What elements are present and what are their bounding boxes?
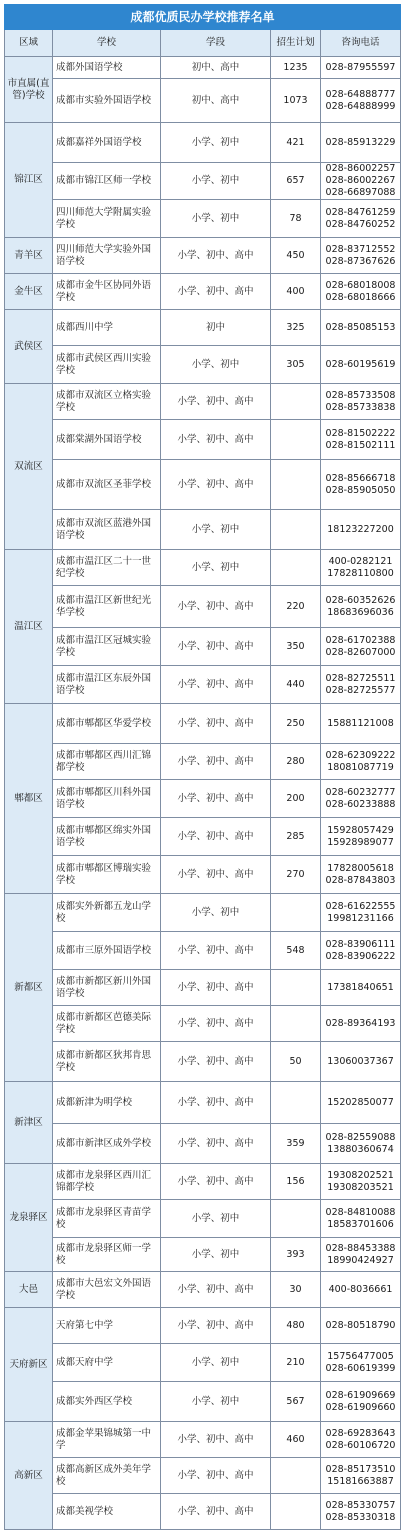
level-cell: 小学、初中、高中 bbox=[161, 1272, 271, 1308]
phone-number: 028-85666718 bbox=[325, 472, 396, 484]
plan-cell: 393 bbox=[271, 1238, 321, 1272]
level-cell: 小学、初中 bbox=[161, 550, 271, 586]
phone-number: 028-60195619 bbox=[325, 358, 396, 370]
level-cell: 小学、初中、高中 bbox=[161, 1458, 271, 1494]
level-cell: 小学、初中 bbox=[161, 1344, 271, 1382]
table-row bbox=[5, 666, 401, 704]
phone-number: 028-83906111 bbox=[325, 938, 396, 950]
school-name-cell: 天府第七中学 bbox=[53, 1308, 161, 1344]
phone-cell bbox=[321, 818, 401, 856]
phone-cell bbox=[321, 894, 401, 932]
school-name-cell: 成都嘉祥外国语学校 bbox=[53, 123, 161, 163]
school-name-cell: 成都市龙泉驿区西川汇锦都学校 bbox=[53, 1164, 161, 1200]
phone-cell bbox=[321, 1124, 401, 1164]
phone-number: 028-85733838 bbox=[325, 401, 396, 413]
table-row bbox=[5, 346, 401, 384]
plan-cell: 270 bbox=[271, 856, 321, 894]
table-row bbox=[5, 1344, 401, 1382]
phone-number: 19308202521 bbox=[327, 1169, 394, 1181]
school-name-cell: 成都市郫都区川科外国语学校 bbox=[53, 780, 161, 818]
level-cell: 小学、初中 bbox=[161, 346, 271, 384]
level-cell: 小学、初中、高中 bbox=[161, 704, 271, 744]
table-row bbox=[5, 420, 401, 460]
level-cell: 小学、初中、高中 bbox=[161, 856, 271, 894]
plan-cell: 567 bbox=[271, 1382, 321, 1422]
plan-cell: 78 bbox=[271, 200, 321, 238]
table-title: 成都优质民办学校推荐名单 bbox=[5, 5, 401, 30]
phone-number: 13060037367 bbox=[327, 1055, 394, 1067]
plan-cell bbox=[271, 1006, 321, 1042]
phone-number: 028-85173510 bbox=[325, 1463, 396, 1475]
district-cell: 高新区 bbox=[5, 1422, 53, 1530]
phone-number: 028-60619399 bbox=[325, 1362, 396, 1374]
school-name-cell: 四川师范大学附属实验学校 bbox=[53, 200, 161, 238]
level-cell: 小学、初中 bbox=[161, 510, 271, 550]
phone-cell bbox=[321, 1238, 401, 1272]
table-row bbox=[5, 163, 401, 200]
table-row bbox=[5, 1238, 401, 1272]
level-cell: 小学、初中、高中 bbox=[161, 1308, 271, 1344]
district-cell: 青羊区 bbox=[5, 238, 53, 274]
level-cell: 小学、初中 bbox=[161, 163, 271, 200]
level-cell: 小学、初中 bbox=[161, 1200, 271, 1238]
table-row bbox=[5, 57, 401, 79]
level-cell: 小学、初中 bbox=[161, 1382, 271, 1422]
table-row bbox=[5, 200, 401, 238]
phone-number: 028-85330757 bbox=[325, 1499, 396, 1511]
table-row bbox=[5, 704, 401, 744]
plan-cell: 50 bbox=[271, 1042, 321, 1082]
table-row bbox=[5, 310, 401, 346]
level-cell: 小学、初中、高中 bbox=[161, 666, 271, 704]
school-table bbox=[4, 4, 401, 1530]
phone-number: 028-87843803 bbox=[325, 874, 396, 886]
plan-cell: 460 bbox=[271, 1422, 321, 1458]
table-row bbox=[5, 818, 401, 856]
school-name-cell: 成都实外新都五龙山学校 bbox=[53, 894, 161, 932]
district-cell: 双流区 bbox=[5, 384, 53, 550]
plan-cell: 350 bbox=[271, 628, 321, 666]
phone-number: 028-60233888 bbox=[325, 798, 396, 810]
phone-cell bbox=[321, 1082, 401, 1124]
phone-cell bbox=[321, 346, 401, 384]
phone-number: 028-85913229 bbox=[325, 136, 396, 148]
plan-cell: 421 bbox=[271, 123, 321, 163]
table-row bbox=[5, 1422, 401, 1458]
school-name-cell: 四川师范大学实验外国语学校 bbox=[53, 238, 161, 274]
phone-number: 028-64888777 bbox=[325, 88, 396, 100]
school-name-cell: 成都实外西区学校 bbox=[53, 1382, 161, 1422]
school-name-cell: 成都市龙泉驿区师一学校 bbox=[53, 1238, 161, 1272]
phone-cell bbox=[321, 628, 401, 666]
district-cell: 郫都区 bbox=[5, 704, 53, 894]
level-cell: 初中、高中 bbox=[161, 57, 271, 79]
phone-cell bbox=[321, 384, 401, 420]
phone-cell bbox=[321, 1006, 401, 1042]
phone-cell bbox=[321, 57, 401, 79]
phone-cell bbox=[321, 666, 401, 704]
phone-cell bbox=[321, 970, 401, 1006]
level-cell: 小学、初中、高中 bbox=[161, 1006, 271, 1042]
school-name-cell: 成都市双流区蓝港外国语学校 bbox=[53, 510, 161, 550]
district-cell: 锦江区 bbox=[5, 123, 53, 238]
level-cell: 初中、高中 bbox=[161, 79, 271, 123]
phone-cell bbox=[321, 1200, 401, 1238]
district-cell: 温江区 bbox=[5, 550, 53, 704]
level-cell: 小学、初中、高中 bbox=[161, 970, 271, 1006]
school-name-cell: 成都市三原外国语学校 bbox=[53, 932, 161, 970]
phone-cell bbox=[321, 586, 401, 628]
table-row bbox=[5, 1082, 401, 1124]
plan-cell: 305 bbox=[271, 346, 321, 384]
plan-cell bbox=[271, 1082, 321, 1124]
table-row bbox=[5, 1382, 401, 1422]
plan-cell bbox=[271, 1458, 321, 1494]
school-list-sheet bbox=[4, 4, 400, 1530]
phone-number: 028-86002257 bbox=[325, 163, 396, 174]
phone-cell bbox=[321, 274, 401, 310]
plan-cell: 220 bbox=[271, 586, 321, 628]
phone-cell bbox=[321, 932, 401, 970]
phone-number: 19308203521 bbox=[327, 1181, 394, 1193]
phone-cell bbox=[321, 856, 401, 894]
table-row bbox=[5, 123, 401, 163]
school-name-cell: 成都市金牛区协同外语学校 bbox=[53, 274, 161, 310]
phone-cell bbox=[321, 123, 401, 163]
level-cell: 小学、初中、高中 bbox=[161, 274, 271, 310]
phone-number: 028-66897088 bbox=[325, 187, 396, 198]
school-name-cell: 成都市温江区二十一世纪学校 bbox=[53, 550, 161, 586]
table-row bbox=[5, 1200, 401, 1238]
phone-number: 028-69283643 bbox=[325, 1427, 396, 1439]
phone-number: 028-61909660 bbox=[325, 1401, 396, 1413]
header-phone: 咨询电话 bbox=[321, 30, 401, 57]
phone-number: 15181663887 bbox=[327, 1475, 394, 1487]
phone-cell bbox=[321, 1344, 401, 1382]
plan-cell: 325 bbox=[271, 310, 321, 346]
phone-number: 028-85733508 bbox=[325, 389, 396, 401]
phone-cell bbox=[321, 1272, 401, 1308]
table-row bbox=[5, 932, 401, 970]
phone-number: 028-85905050 bbox=[325, 484, 396, 496]
level-cell: 小学、初中、高中 bbox=[161, 818, 271, 856]
phone-number: 028-81502222 bbox=[325, 427, 396, 439]
header-plan: 招生计划 bbox=[271, 30, 321, 57]
district-cell: 新津区 bbox=[5, 1082, 53, 1164]
phone-number: 18990424927 bbox=[327, 1254, 394, 1266]
phone-number: 028-61622555 bbox=[325, 900, 396, 912]
school-name-cell: 成都市温江区新世纪光华学校 bbox=[53, 586, 161, 628]
phone-number: 028-60232777 bbox=[325, 786, 396, 798]
phone-cell bbox=[321, 780, 401, 818]
phone-number: 13880360674 bbox=[327, 1143, 394, 1155]
plan-cell: 400 bbox=[271, 274, 321, 310]
phone-cell bbox=[321, 550, 401, 586]
phone-number: 17381840651 bbox=[327, 981, 394, 993]
level-cell: 小学、初中、高中 bbox=[161, 238, 271, 274]
level-cell: 小学、初中、高中 bbox=[161, 1164, 271, 1200]
school-name-cell: 成都市实验外国语学校 bbox=[53, 79, 161, 123]
level-cell: 小学、初中 bbox=[161, 1238, 271, 1272]
district-cell: 龙泉驿区 bbox=[5, 1164, 53, 1272]
plan-cell bbox=[271, 970, 321, 1006]
level-cell: 小学、初中、高中 bbox=[161, 1042, 271, 1082]
plan-cell bbox=[271, 550, 321, 586]
phone-cell bbox=[321, 1164, 401, 1200]
level-cell: 小学、初中、高中 bbox=[161, 780, 271, 818]
phone-number: 028-83906222 bbox=[325, 950, 396, 962]
phone-number: 19981231166 bbox=[327, 912, 394, 924]
phone-number: 028-82725577 bbox=[325, 684, 396, 696]
header-school: 学校 bbox=[53, 30, 161, 57]
plan-cell: 480 bbox=[271, 1308, 321, 1344]
plan-cell: 1235 bbox=[271, 57, 321, 79]
level-cell: 小学、初中、高中 bbox=[161, 932, 271, 970]
table-row bbox=[5, 550, 401, 586]
school-name-cell: 成都西川中学 bbox=[53, 310, 161, 346]
phone-cell bbox=[321, 163, 401, 200]
school-name-cell: 成都外国语学校 bbox=[53, 57, 161, 79]
level-cell: 初中 bbox=[161, 310, 271, 346]
table-row bbox=[5, 970, 401, 1006]
table-row bbox=[5, 1494, 401, 1530]
plan-cell: 440 bbox=[271, 666, 321, 704]
phone-number: 028-87955597 bbox=[325, 61, 396, 73]
level-cell: 小学、初中、高中 bbox=[161, 1082, 271, 1124]
phone-number: 028-60352626 bbox=[325, 594, 396, 606]
level-cell: 小学、初中、高中 bbox=[161, 1422, 271, 1458]
table-row bbox=[5, 384, 401, 420]
table-row bbox=[5, 586, 401, 628]
phone-number: 18583701606 bbox=[327, 1218, 394, 1230]
table-row bbox=[5, 628, 401, 666]
plan-cell: 250 bbox=[271, 704, 321, 744]
level-cell: 小学、初中、高中 bbox=[161, 586, 271, 628]
phone-number: 18123227200 bbox=[327, 523, 394, 535]
district-cell: 武侯区 bbox=[5, 310, 53, 384]
school-name-cell: 成都市温江区东辰外国语学校 bbox=[53, 666, 161, 704]
school-name-cell: 成都棠湖外国语学校 bbox=[53, 420, 161, 460]
school-name-cell: 成都新津为明学校 bbox=[53, 1082, 161, 1124]
phone-number: 15928989077 bbox=[327, 836, 394, 848]
phone-cell bbox=[321, 1308, 401, 1344]
phone-number: 18683696036 bbox=[327, 606, 394, 618]
school-name-cell: 成都市郫都区华爱学校 bbox=[53, 704, 161, 744]
phone-cell bbox=[321, 1494, 401, 1530]
table-row bbox=[5, 1042, 401, 1082]
phone-number: 18081087719 bbox=[327, 761, 394, 773]
phone-number: 028-61909669 bbox=[325, 1389, 396, 1401]
plan-cell: 200 bbox=[271, 780, 321, 818]
phone-cell bbox=[321, 744, 401, 780]
phone-number: 028-60106720 bbox=[325, 1439, 396, 1451]
phone-cell bbox=[321, 1458, 401, 1494]
plan-cell: 280 bbox=[271, 744, 321, 780]
school-name-cell: 成都市郫都区绵实外国语学校 bbox=[53, 818, 161, 856]
level-cell: 小学、初中、高中 bbox=[161, 420, 271, 460]
plan-cell bbox=[271, 420, 321, 460]
header-row bbox=[5, 30, 401, 57]
district-cell: 市直属(直管)学校 bbox=[5, 57, 53, 123]
plan-cell: 285 bbox=[271, 818, 321, 856]
level-cell: 小学、初中、高中 bbox=[161, 744, 271, 780]
table-row bbox=[5, 460, 401, 510]
phone-cell bbox=[321, 200, 401, 238]
plan-cell: 548 bbox=[271, 932, 321, 970]
district-cell: 金牛区 bbox=[5, 274, 53, 310]
phone-number: 15202850077 bbox=[327, 1096, 394, 1108]
phone-cell bbox=[321, 704, 401, 744]
plan-cell bbox=[271, 384, 321, 420]
phone-number: 028-83712552 bbox=[325, 243, 396, 255]
table-body bbox=[5, 57, 401, 1530]
level-cell: 小学、初中、高中 bbox=[161, 1124, 271, 1164]
table-row bbox=[5, 1006, 401, 1042]
school-name-cell: 成都市龙泉驿区青苗学校 bbox=[53, 1200, 161, 1238]
phone-number: 028-85330318 bbox=[325, 1511, 396, 1523]
plan-cell bbox=[271, 510, 321, 550]
phone-number: 028-68018008 bbox=[325, 279, 396, 291]
plan-cell bbox=[271, 460, 321, 510]
school-name-cell: 成都金苹果锦城第一中学 bbox=[53, 1422, 161, 1458]
table-row bbox=[5, 1272, 401, 1308]
phone-cell bbox=[321, 238, 401, 274]
district-cell: 大邑 bbox=[5, 1272, 53, 1308]
phone-number: 028-87367626 bbox=[325, 255, 396, 267]
phone-cell bbox=[321, 79, 401, 123]
phone-number: 028-82559088 bbox=[325, 1131, 396, 1143]
table-row bbox=[5, 238, 401, 274]
phone-number: 028-84760252 bbox=[325, 218, 396, 230]
phone-cell bbox=[321, 310, 401, 346]
plan-cell bbox=[271, 1200, 321, 1238]
phone-number: 028-64888999 bbox=[325, 100, 396, 112]
level-cell: 小学、初中 bbox=[161, 894, 271, 932]
phone-number: 028-85085153 bbox=[325, 321, 396, 333]
table-row bbox=[5, 1308, 401, 1344]
phone-number: 17828110800 bbox=[327, 567, 394, 579]
phone-number: 400-8036661 bbox=[328, 1283, 393, 1295]
table-row bbox=[5, 1458, 401, 1494]
school-name-cell: 成都市大邑宏文外国语学校 bbox=[53, 1272, 161, 1308]
school-name-cell: 成都市新都区芭德美际学校 bbox=[53, 1006, 161, 1042]
school-name-cell: 成都市郫都区博瑞实验学校 bbox=[53, 856, 161, 894]
phone-cell bbox=[321, 1422, 401, 1458]
phone-number: 028-88453388 bbox=[325, 1242, 396, 1254]
table-row bbox=[5, 744, 401, 780]
level-cell: 小学、初中 bbox=[161, 200, 271, 238]
level-cell: 小学、初中、高中 bbox=[161, 384, 271, 420]
table-row bbox=[5, 274, 401, 310]
school-name-cell: 成都市新都区新川外国语学校 bbox=[53, 970, 161, 1006]
school-name-cell: 成都市温江区冠城实验学校 bbox=[53, 628, 161, 666]
school-name-cell: 成都高新区成外美年学校 bbox=[53, 1458, 161, 1494]
plan-cell: 1073 bbox=[271, 79, 321, 123]
level-cell: 小学、初中、高中 bbox=[161, 1494, 271, 1530]
school-name-cell: 成都市郫都区西川汇锦都学校 bbox=[53, 744, 161, 780]
table-row bbox=[5, 856, 401, 894]
level-cell: 小学、初中、高中 bbox=[161, 460, 271, 510]
plan-cell: 450 bbox=[271, 238, 321, 274]
phone-number: 028-89364193 bbox=[325, 1017, 396, 1029]
plan-cell bbox=[271, 1494, 321, 1530]
phone-number: 028-62309222 bbox=[325, 749, 396, 761]
table-row bbox=[5, 510, 401, 550]
phone-number: 17828005618 bbox=[327, 862, 394, 874]
table-row bbox=[5, 1124, 401, 1164]
school-name-cell: 成都市新都区狄邦肯思学校 bbox=[53, 1042, 161, 1082]
school-name-cell: 成都市新津区成外学校 bbox=[53, 1124, 161, 1164]
phone-number: 028-80518790 bbox=[325, 1319, 396, 1331]
phone-number: 15881121008 bbox=[327, 717, 394, 729]
school-name-cell: 成都市双流区立格实验学校 bbox=[53, 384, 161, 420]
phone-number: 028-68018666 bbox=[325, 291, 396, 303]
phone-number: 400-0282121 bbox=[328, 555, 393, 567]
district-cell: 新都区 bbox=[5, 894, 53, 1082]
table-row bbox=[5, 780, 401, 818]
header-district: 区域 bbox=[5, 30, 53, 57]
plan-cell: 30 bbox=[271, 1272, 321, 1308]
level-cell: 小学、初中、高中 bbox=[161, 628, 271, 666]
level-cell: 小学、初中 bbox=[161, 123, 271, 163]
table-row bbox=[5, 894, 401, 932]
phone-number: 028-84810088 bbox=[325, 1206, 396, 1218]
plan-cell: 359 bbox=[271, 1124, 321, 1164]
phone-number: 028-82725511 bbox=[325, 672, 396, 684]
table-row bbox=[5, 79, 401, 123]
phone-number: 028-84761259 bbox=[325, 206, 396, 218]
phone-number: 028-82607000 bbox=[325, 646, 396, 658]
phone-cell bbox=[321, 1382, 401, 1422]
phone-number: 028-61702388 bbox=[325, 634, 396, 646]
phone-cell bbox=[321, 1042, 401, 1082]
school-name-cell: 成都市锦江区师一学校 bbox=[53, 163, 161, 200]
header-level: 学段 bbox=[161, 30, 271, 57]
phone-cell bbox=[321, 420, 401, 460]
school-name-cell: 成都市武侯区西川实验学校 bbox=[53, 346, 161, 384]
phone-cell bbox=[321, 460, 401, 510]
plan-cell bbox=[271, 894, 321, 932]
phone-number: 15928057429 bbox=[327, 824, 394, 836]
plan-cell: 156 bbox=[271, 1164, 321, 1200]
district-cell: 天府新区 bbox=[5, 1308, 53, 1422]
plan-cell: 657 bbox=[271, 163, 321, 200]
table-row bbox=[5, 1164, 401, 1200]
plan-cell: 210 bbox=[271, 1344, 321, 1382]
phone-number: 15756477005 bbox=[327, 1350, 394, 1362]
school-name-cell: 成都市双流区圣菲学校 bbox=[53, 460, 161, 510]
school-name-cell: 成都美视学校 bbox=[53, 1494, 161, 1530]
phone-number: 028-86002267 bbox=[325, 175, 396, 186]
phone-cell bbox=[321, 510, 401, 550]
school-name-cell: 成都天府中学 bbox=[53, 1344, 161, 1382]
phone-number: 028-81502111 bbox=[325, 439, 396, 451]
